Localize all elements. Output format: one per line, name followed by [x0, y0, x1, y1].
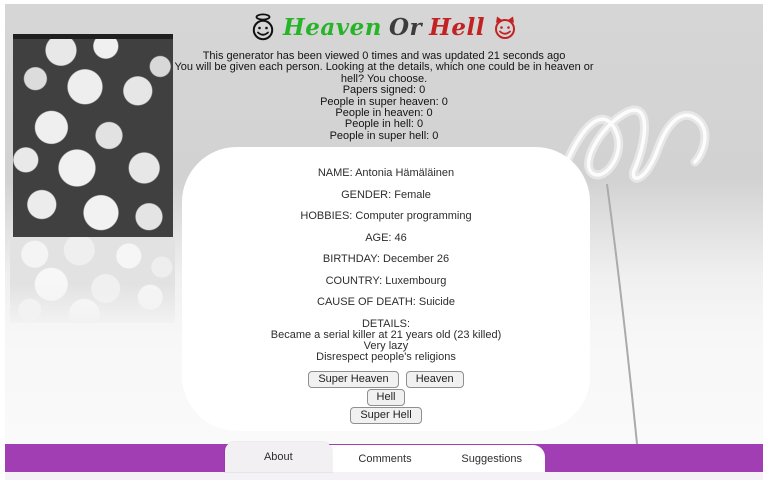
- choice-buttons: [182, 371, 590, 424]
- instruction-line: You will be given each person. Looking at the details, which one could be in heaven or hell? You choose.: [174, 61, 594, 85]
- heaven-button[interactable]: Heaven: [406, 371, 464, 388]
- devil-icon: [492, 14, 518, 40]
- viewed-line: This generator has been viewed 0 times and was updated 21 seconds ago: [202, 50, 566, 62]
- generator-description: [166, 51, 602, 142]
- person-card: [182, 147, 590, 431]
- stat-super-hell: People in super hell: 0: [329, 129, 439, 142]
- detail-line-1: Became a serial killer at 21 years old (23 killed): [270, 328, 502, 341]
- detail-line-2: Very lazy: [363, 339, 409, 352]
- title-word-hell: Hell: [429, 13, 485, 41]
- title-word-heaven: Heaven: [283, 13, 382, 41]
- super-hell-button[interactable]: Super Hell: [350, 407, 421, 424]
- tab-comments[interactable]: Comments: [358, 452, 412, 465]
- tab-about[interactable]: About: [225, 442, 332, 472]
- person-country: COUNTRY: Luxembourg: [325, 274, 447, 287]
- detail-line-3: Disrespect people's religions: [316, 350, 456, 363]
- background-flowers-dark-photo: [13, 34, 173, 237]
- hell-button[interactable]: Hell: [367, 389, 406, 406]
- person-name: NAME: Antonia Hämäläinen: [317, 167, 455, 179]
- background-flowers-light-photo: [10, 237, 175, 323]
- stat-papers-signed: Papers signed: 0: [342, 84, 426, 97]
- footer-bottom-strip: [5, 472, 763, 480]
- super-heaven-button[interactable]: Super Heaven: [308, 371, 398, 388]
- angel-icon: [250, 13, 276, 41]
- page-title: [0, 13, 768, 41]
- person-hobbies: HOBBIES: Computer programming: [300, 210, 472, 222]
- person-gender: GENDER: Female: [341, 188, 431, 201]
- footer-tabs: [225, 445, 545, 472]
- tab-suggestions[interactable]: Suggestions: [461, 452, 522, 465]
- title-word-or: Or: [389, 13, 423, 41]
- person-cause-of-death: CAUSE OF DEATH: Suicide: [317, 296, 455, 308]
- stat-hell: People in hell: 0: [344, 118, 424, 131]
- stat-heaven: People in heaven: 0: [335, 107, 433, 120]
- stat-super-heaven: People in super heaven: 0: [320, 95, 448, 108]
- person-age: AGE: 46: [365, 231, 407, 244]
- person-birthday: BIRTHDAY: December 26: [322, 253, 450, 265]
- details-label: DETAILS:: [361, 317, 411, 330]
